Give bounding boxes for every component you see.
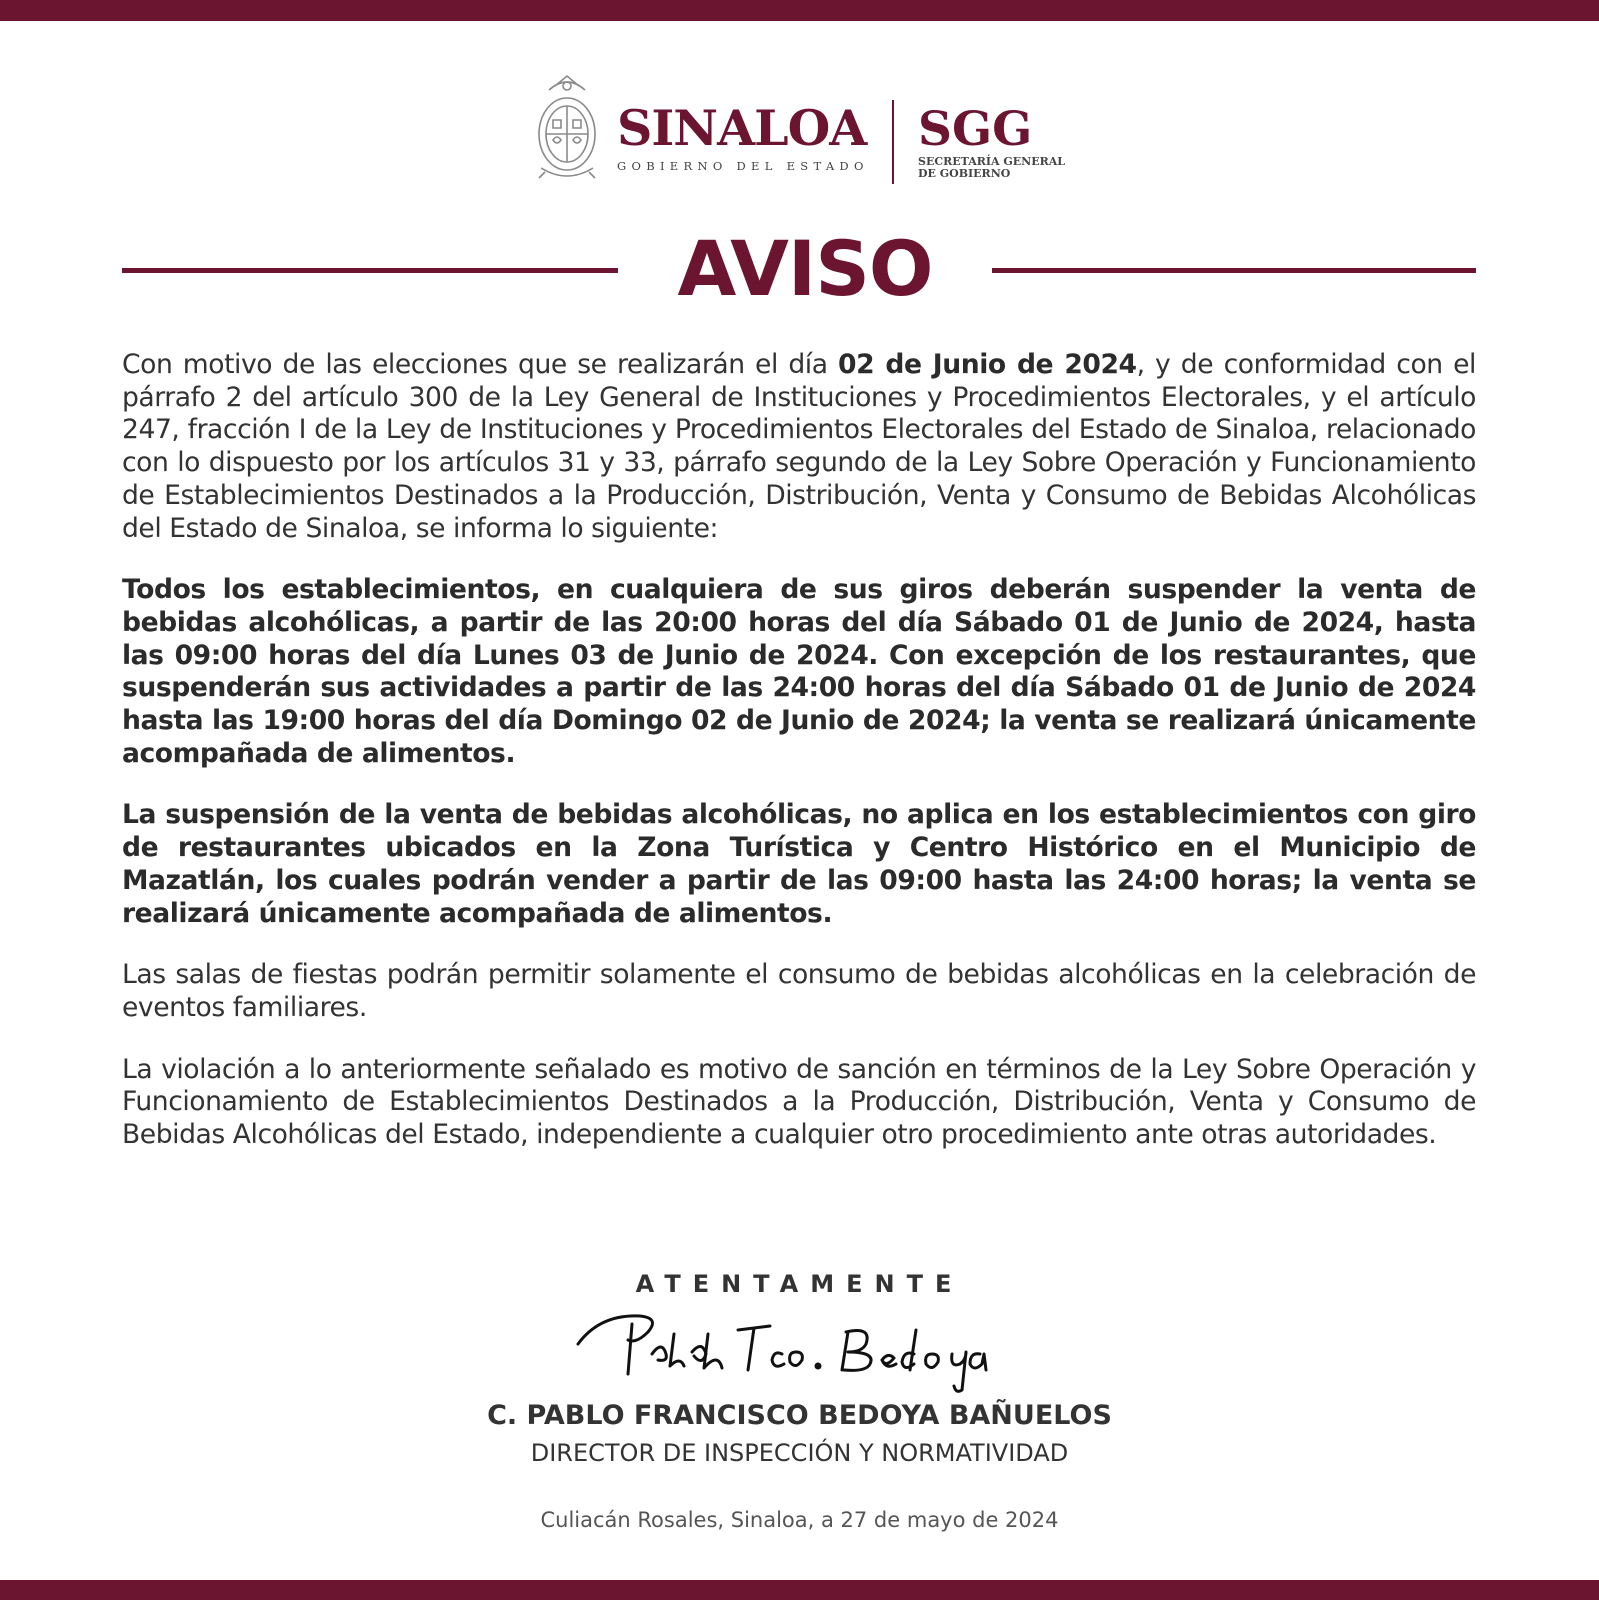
state-name: SINALOA: [617, 99, 867, 157]
signer-role: DIRECTOR DE INSPECCIÓN Y NORMATIVIDAD: [530, 1439, 1069, 1467]
notice-body: [122, 349, 1476, 1152]
paragraph-exception-mazatlan: La suspensión de la venta de bebidas alcohólicas, no aplica en los establecimientos con giro de restaurantes ubicados en la Zona Turística y Centro Histórico en el Municipio de Mazatlán, los cuales podrán vender a partir de las 09:00 hasta las 24:00 horas; la venta se realizará únicamente acompañada de alimentos.: [122, 799, 1476, 929]
title-rule-right: [992, 268, 1476, 273]
top-brand-bar: [0, 0, 1599, 21]
paragraph-intro-rest: , y de conformidad con el párrafo 2 del artículo 300 de la Ley General de Instituciones y Procedimientos Electorales, y el artículo 247, fracción I de la Ley de Instituciones y Procedimientos Electorales del Estado de Sinaloa, relacionado con lo dispuesto por los artículos 31 y 33, párrafo segundo de la Ley Sobre Operación y Funcionamiento de Establecimientos Destinados a la Producción, Distribución, Venta y Consumo de Bebidas Alcohólicas del Estado de Sinaloa, se informa lo siguiente:: [122, 349, 1476, 544]
paragraph-intro: [122, 349, 1476, 545]
signature-block: [0, 1270, 1599, 1533]
paragraph-party-halls: Las salas de fiestas podrán permitir solamente el consumo de bebidas alcohólicas en la celebración de eventos familiares.: [122, 959, 1476, 1023]
page-title: AVISO: [677, 224, 933, 313]
sinaloa-coat-of-arms-icon: [535, 72, 599, 184]
state-subtitle: GOBIERNO DEL ESTADO: [617, 159, 869, 173]
paragraph-intro-start: Con motivo de las elecciones que se realizarán el día: [122, 349, 839, 380]
title-row: [122, 224, 1476, 313]
handwritten-signature: [570, 1304, 1030, 1394]
government-logo-header: [535, 70, 1065, 190]
agency-name-line2: DE GOBIERNO: [918, 167, 1011, 180]
logo-divider: [892, 100, 894, 184]
title-rule-left: [122, 268, 618, 273]
agency-name-line1: SECRETARÍA GENERAL: [918, 155, 1066, 168]
bottom-brand-bar: [0, 1580, 1599, 1600]
place-and-date: Culiacán Rosales, Sinaloa, a 27 de mayo de 2024: [540, 1508, 1059, 1532]
election-date: 02 de Junio de 2024: [838, 349, 1137, 380]
signer-name: C. PABLO FRANCISCO BEDOYA BAÑUELOS: [487, 1400, 1112, 1431]
agency-acronym: SGG: [918, 102, 1033, 157]
closing-text: ATENTAMENTE: [635, 1270, 964, 1298]
paragraph-suspension: Todos los establecimientos, en cualquiera de sus giros deberán suspender la venta de bebidas alcohólicas, a partir de las 20:00 horas del día Sábado 01 de Junio de 2024, hasta las 09:00 horas del día Lunes 03 de Junio de 2024. Con excepción de los restaurantes, que suspenderán sus actividades a partir de las 24:00 horas del día Sábado 01 de Junio de 2024 hasta las 19:00 horas del día Domingo 02 de Junio de 2024; la venta se realizará únicamente acompañada de alimentos.: [122, 574, 1476, 769]
paragraph-sanctions: La violación a lo anteriormente señalado es motivo de sanción en términos de la Ley Sobre Operación y Funcionamiento de Establecimientos Destinados a la Producción, Distribución, Venta y Consumo de Bebidas Alcohólicas del Estado, independiente a cualquier otro procedimiento ante otras autoridades.: [122, 1053, 1476, 1151]
